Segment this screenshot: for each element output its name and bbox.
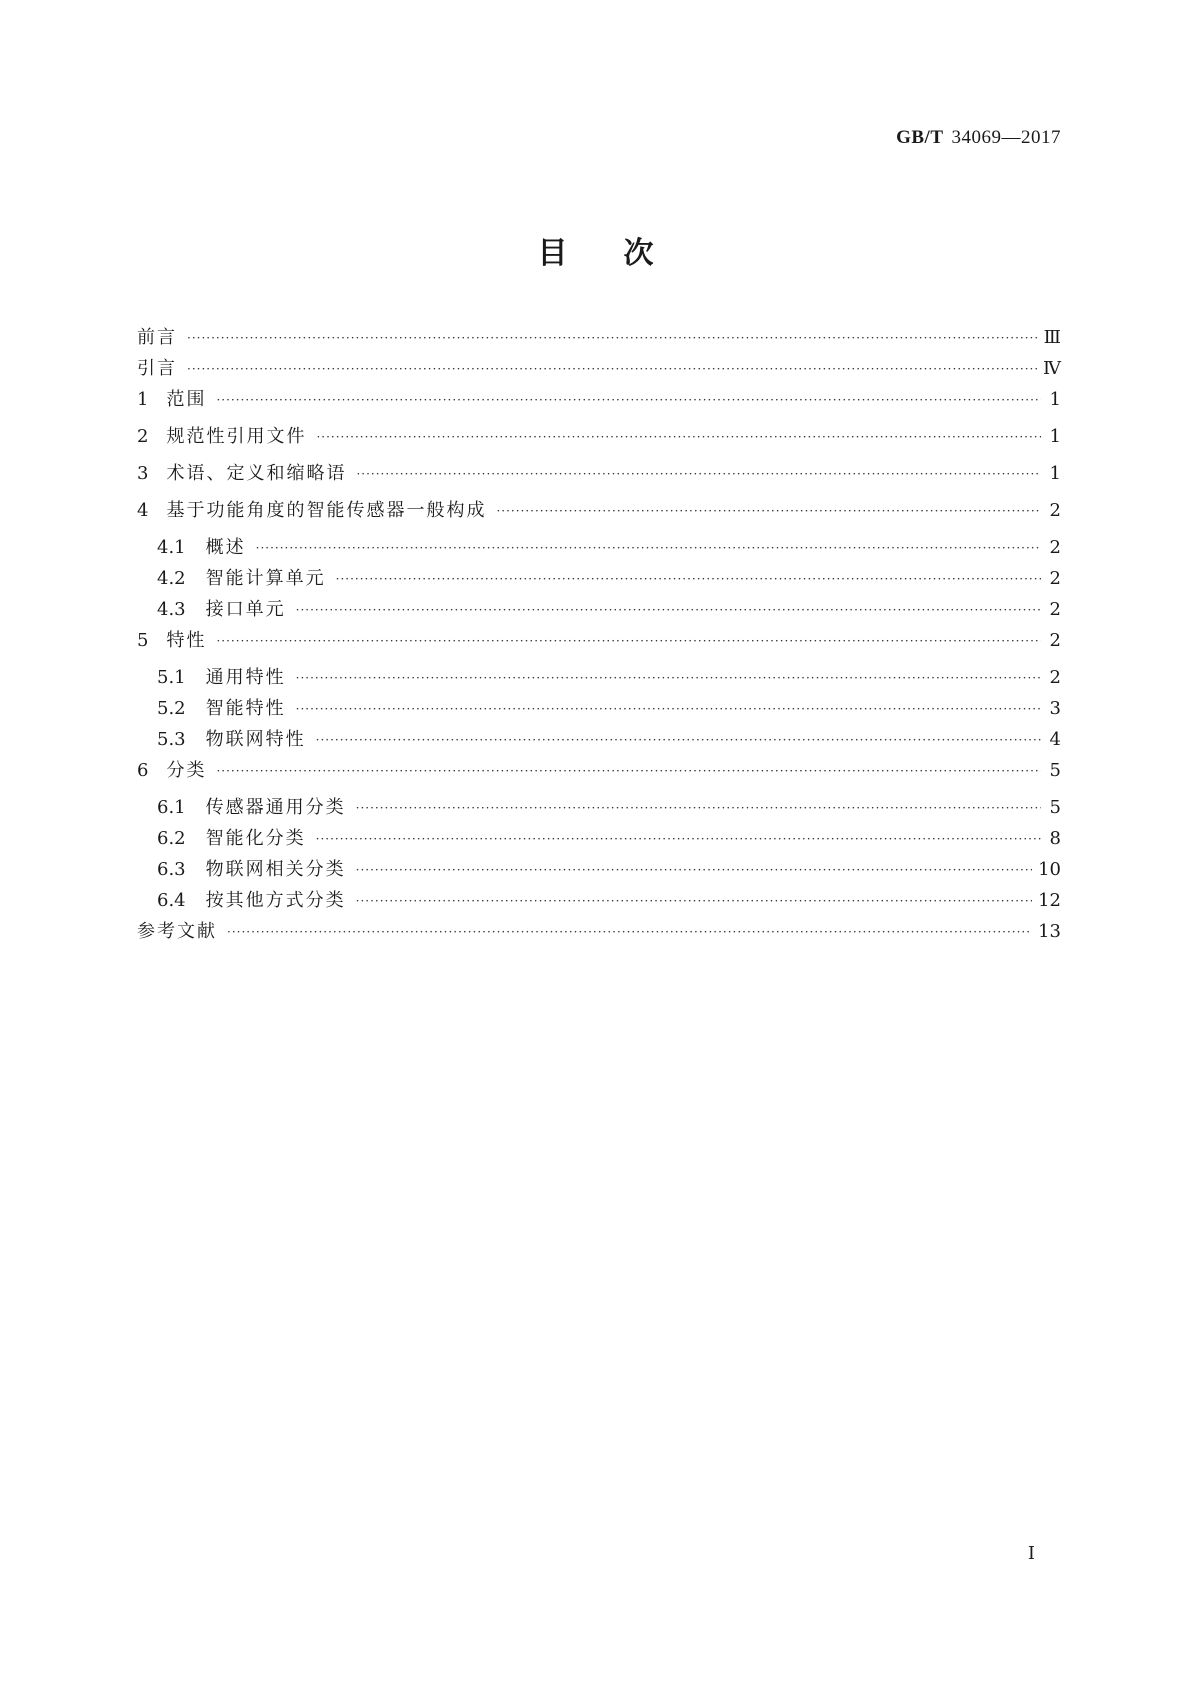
toc-entry-label: 特性 <box>166 630 207 651</box>
toc-entry-page: 2 <box>1049 667 1061 688</box>
toc-entry[interactable] <box>137 824 1061 855</box>
toc-entry-number: 4 <box>137 500 149 521</box>
toc-entry-page: 5 <box>1049 760 1061 781</box>
toc-entry-number: 6 <box>137 760 149 781</box>
toc-entry-label: 传感器通用分类 <box>205 797 346 818</box>
toc-entry-label: 智能特性 <box>205 698 286 719</box>
toc-entry[interactable] <box>137 595 1061 626</box>
standard-code <box>896 126 1061 149</box>
toc-entry[interactable] <box>137 756 1061 793</box>
toc-entry[interactable] <box>137 793 1061 824</box>
toc-entry-number: 4.3 <box>157 599 186 620</box>
toc-entry-number: 5.3 <box>157 729 186 750</box>
page-title: 目次 <box>537 236 710 271</box>
toc-entry-number: 3 <box>137 463 149 484</box>
toc-entry[interactable] <box>137 855 1061 886</box>
toc-entry[interactable] <box>137 626 1061 663</box>
toc-entry-page: 2 <box>1049 599 1061 620</box>
toc-entry-page: Ⅳ <box>1043 358 1061 379</box>
toc-leader-dots <box>316 430 1041 444</box>
toc-leader-dots <box>316 733 1041 747</box>
toc-leader-dots <box>187 362 1037 376</box>
toc-entry-page: 2 <box>1049 537 1061 558</box>
toc-entry-label: 规范性引用文件 <box>166 426 307 447</box>
toc-entry-number: 5.1 <box>157 667 186 688</box>
toc-entry-page: 1 <box>1049 389 1061 410</box>
toc-leader-dots <box>356 801 1041 815</box>
toc-leader-dots <box>216 764 1041 778</box>
toc-entry[interactable] <box>137 564 1061 595</box>
toc-entry-label: 物联网特性 <box>205 729 306 750</box>
toc-entry-number: 6.3 <box>157 859 186 880</box>
toc-entry-page: 1 <box>1049 426 1061 447</box>
toc-entry-page: 2 <box>1049 630 1061 651</box>
toc-entry-page: 4 <box>1049 729 1061 750</box>
toc-entry-number: 5 <box>137 630 149 651</box>
toc-entry-number: 2 <box>137 426 149 447</box>
toc-entry[interactable] <box>137 917 1061 948</box>
toc-entry[interactable] <box>137 422 1061 459</box>
toc-entry-label: 前言 <box>137 327 177 348</box>
toc-entry[interactable] <box>137 725 1061 756</box>
toc-entry-page: 8 <box>1049 828 1061 849</box>
toc-leader-dots <box>227 925 1032 939</box>
toc-entry[interactable] <box>137 886 1061 917</box>
toc-entry-label: 物联网相关分类 <box>205 859 346 880</box>
toc-entry[interactable] <box>137 323 1061 354</box>
toc-leader-dots <box>296 702 1041 716</box>
toc-entry-number: 1 <box>137 389 149 410</box>
toc-leader-dots <box>216 393 1041 407</box>
toc-entry-page: 5 <box>1049 797 1061 818</box>
toc-entry[interactable] <box>137 496 1061 533</box>
toc-entry-label: 接口单元 <box>205 599 286 620</box>
page-number: I <box>1027 1543 1035 1564</box>
toc-leader-dots <box>296 603 1041 617</box>
toc-entry[interactable] <box>137 533 1061 564</box>
toc-entry[interactable] <box>137 385 1061 422</box>
toc-leader-dots <box>356 863 1032 877</box>
toc-entry-label: 范围 <box>166 389 207 410</box>
toc-entry-label: 概述 <box>205 537 246 558</box>
toc-leader-dots <box>256 541 1041 555</box>
toc-entry-label: 通用特性 <box>205 667 286 688</box>
toc-entry-label: 引言 <box>137 358 177 379</box>
toc-entry-label: 参考文献 <box>137 921 217 942</box>
toc-entry-number: 6.2 <box>157 828 186 849</box>
toc-entry-number: 5.2 <box>157 698 186 719</box>
toc-entry-page: Ⅲ <box>1043 327 1061 348</box>
standard-number: 34069—2017 <box>951 127 1061 148</box>
toc-entry-number: 4.2 <box>157 568 186 589</box>
toc-leader-dots <box>356 894 1032 908</box>
toc-entry-label: 分类 <box>166 760 207 781</box>
toc-leader-dots <box>296 671 1041 685</box>
toc-entry-page: 2 <box>1049 500 1061 521</box>
toc-entry-label: 按其他方式分类 <box>205 890 346 911</box>
toc-leader-dots <box>187 331 1038 345</box>
toc-entry-page: 2 <box>1049 568 1061 589</box>
toc-leader-dots <box>356 467 1041 481</box>
toc-leader-dots <box>216 634 1041 648</box>
toc-entry-label: 智能计算单元 <box>205 568 326 589</box>
toc-entry-page: 3 <box>1049 698 1061 719</box>
toc-entry-page: 13 <box>1038 921 1061 942</box>
standard-prefix: GB/T <box>896 127 944 148</box>
toc-entry[interactable] <box>137 694 1061 725</box>
toc-leader-dots <box>336 572 1041 586</box>
toc-entry-number: 6.4 <box>157 890 186 911</box>
toc-leader-dots <box>316 832 1041 846</box>
toc-leader-dots <box>496 504 1041 518</box>
toc-entry-number: 4.1 <box>157 537 186 558</box>
toc-entry-label: 术语、定义和缩略语 <box>166 463 347 484</box>
toc-entry[interactable] <box>137 663 1061 694</box>
toc-entry-page: 12 <box>1038 890 1061 911</box>
toc-entry[interactable] <box>137 459 1061 496</box>
toc-entry-page: 1 <box>1049 463 1061 484</box>
toc-entry-label: 基于功能角度的智能传感器一般构成 <box>166 500 487 521</box>
toc-entry[interactable] <box>137 354 1061 385</box>
toc-entry-number: 6.1 <box>157 797 186 818</box>
toc-entry-page: 10 <box>1038 859 1061 880</box>
toc-entry-label: 智能化分类 <box>205 828 306 849</box>
table-of-contents <box>137 323 1061 948</box>
